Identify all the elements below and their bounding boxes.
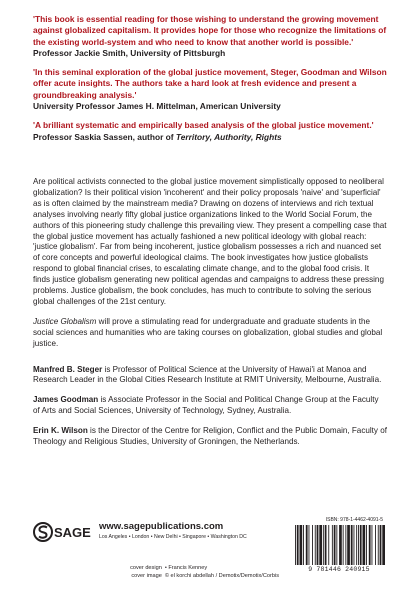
publisher-cities: Los Angeles • London • New Delhi • Singapore • Washington DC (99, 534, 247, 540)
cover-footer (33, 517, 387, 597)
book-title-italic: Justice Globalism (33, 316, 97, 326)
endorsement-quote-1 (33, 14, 387, 59)
sage-logo (33, 521, 95, 543)
isbn-barcode-area (291, 517, 387, 577)
isbn-label: ISBN: 978-1-4462-4091-5 (325, 517, 383, 523)
credit-value: © el korchi abdellah / Demotix/Demotix/Corbis (164, 573, 279, 579)
author-name: Erin K. Wilson (33, 426, 88, 436)
credit-label: cover design (130, 565, 162, 571)
quote-attribution: University Professor James H. Mittelman, American University (33, 101, 281, 112)
credit-value: • Francis Kenney (164, 565, 208, 571)
cover-credits (126, 564, 279, 580)
endorsement-quote-2 (33, 67, 387, 112)
credit-image (126, 572, 279, 580)
credit-design (126, 564, 279, 572)
quote-text: 'This book is essential reading for those wishing to understand the growing movement against globalized capitalism. It provides hope for those who recognize the limitations of the existing world-system and who need to know that another world is possible.' (33, 14, 387, 47)
endorsement-quote-3 (33, 120, 387, 143)
author-bio-text: is Professor of Political Science at the University of Hawai'i at Manoa and Research Leader in the Global Cities Research Institute at RMIT University, Melbourne, Australia. (33, 364, 382, 385)
quote-attribution: Professor Jackie Smith, University of Pittsburgh (33, 47, 226, 58)
sage-logo-text: SAGE (54, 525, 91, 540)
attribution-prefix: Professor Saskia Sassen, author of (33, 131, 176, 142)
author-bio-3 (33, 426, 387, 448)
barcode-icon (293, 525, 385, 565)
blurb-paragraph-2 (33, 317, 387, 350)
sage-logo-icon (33, 521, 95, 543)
author-bio-text: is the Director of the Centre for Religion, Conflict and the Public Domain, Faculty of Theology and Religious Studies, University of Groningen, the Netherlands. (33, 426, 387, 447)
author-name: James Goodman (33, 395, 99, 405)
quote-attribution (33, 132, 387, 143)
quote-text: 'In this seminal exploration of the global justice movement, Steger, Goodman and Wilson offer acute insights. The authors take a hard look at fresh evidence and present a groundbreaking analysis.' (33, 67, 387, 100)
author-name: Manfred B. Steger (33, 364, 103, 374)
barcode-number: 9 781446 240915 (308, 566, 370, 573)
author-bio-1 (33, 365, 387, 387)
author-bio-2 (33, 395, 387, 417)
blurb-paragraph-2-text: will prove a stimulating read for undergraduate and graduate students in the social sciences and humanities who are taking courses on globalization, global studies and global justice. (33, 316, 383, 348)
attribution-book-title: Territory, Authority, Rights (175, 131, 282, 142)
credit-label: cover image (131, 573, 162, 579)
publisher-url[interactable]: www.sagepublications.com (99, 521, 224, 532)
blurb-paragraph-1: Are political activists connected to the global justice movement simplistically opposed to neoliberal globalization? Is their political vision 'incoherent' and their policy proposals 'naive' and 'superficial' as is often claimed by the mainstream media? Drawing on dozens of interviews and rich textual analyses involving nearly fifty global justice organizations linked to the World Social Forum, the authors of this pioneering study challenge this prevailing view. They present a compelling case that the global justice movement has actually fashioned a new political ideology with global reach: 'justice globalism'. Far from being incoherent, justice globalism possesses a rich and nuanced set of core concepts and powerful ideological claims. The book investigates how justice globalists respond to global financial crises, to escalating climate change, and to the global food crisis. It finds justice globalism generating new political agendas and campaigns to address these pressing problems. Justice globalism, the book concludes, has much to contribute to solving the serious global challenges of the 21st century. (33, 176, 387, 306)
author-bio-text: is Associate Professor in the Social and Political Change Group at the Faculty of Arts and Social Sciences, University of Technology, Sydney, Australia. (33, 395, 379, 416)
quote-text: 'A brilliant systematic and empirically based analysis of the global justice movement.' (33, 120, 374, 131)
